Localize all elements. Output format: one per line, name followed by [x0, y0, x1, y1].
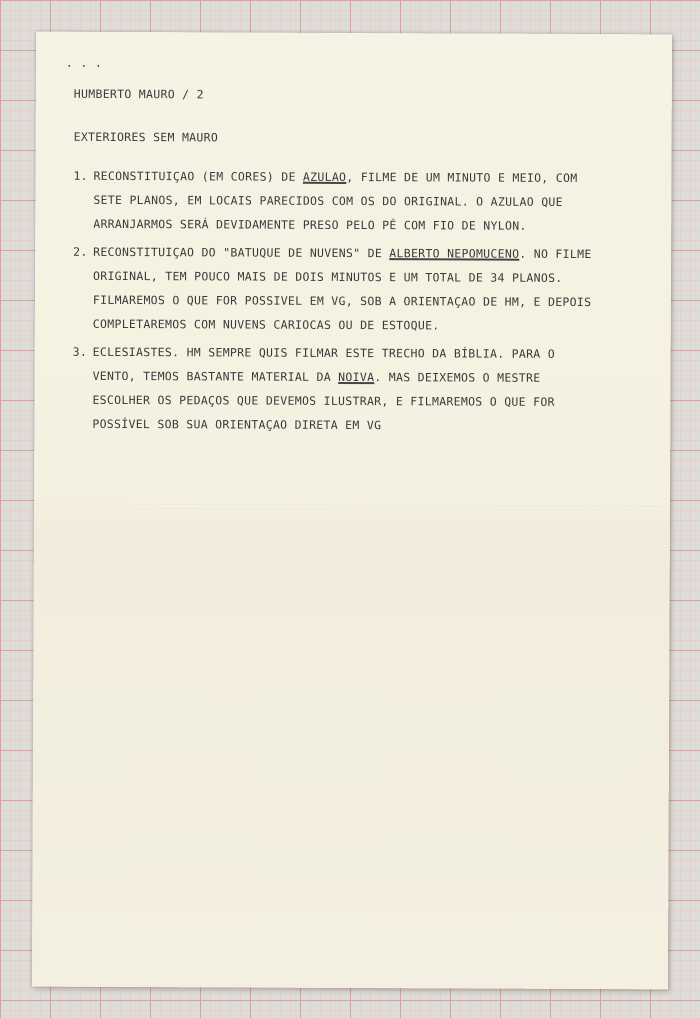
text-line: COMPLETAREMOS COM NUVENS CARIOCAS OU DE ESTOQUE.: [92, 316, 440, 333]
item-body: [93, 240, 653, 338]
paper-fold: [34, 504, 670, 509]
text-line: ECLESIASTES. HM SEMPRE QUIS FILMAR ESTE TRECHO DA BÍBLIA. PARA O: [92, 344, 556, 361]
item-body: [93, 164, 653, 238]
page-header: HUMBERTO MAURO / 2: [73, 86, 204, 102]
paper-sheet: [32, 32, 672, 990]
text-line: RECONSTITUIÇAO (EM CORES) DE AZULAO, FILME DE UM MINUTO E MEIO, COM: [93, 168, 578, 185]
text-line: FILMAREMOS O QUE FOR POSSIVEL EM VG, SOB A ORIENTAÇAO DE HM, E DEPOIS: [92, 292, 592, 310]
list-item: [72, 340, 652, 439]
item-number: 2.: [73, 244, 88, 259]
text-line: ARRANJARMOS SERÁ DEVIDAMENTE PRESO PELO PÉ COM FIO DE NYLON.: [93, 216, 527, 233]
text-line: ESCOLHER OS PEDAÇOS QUE DEVEMOS ILUSTRAR, E FILMAREMOS O QUE FOR: [92, 392, 555, 409]
text-line: SETE PLANOS, EM LOCAIS PARECIDOS COM OS DO ORIGINAL. O AZULAO QUE: [93, 192, 563, 209]
item-number: 1.: [73, 168, 88, 183]
list-item: [73, 240, 653, 339]
section-title: EXTERIORES SEM MAURO: [73, 129, 219, 145]
text-line: ORIGINAL, TEM POUCO MAIS DE DOIS MINUTOS E UM TOTAL DE 34 PLANOS.: [92, 268, 563, 285]
text-line: RECONSTITUIÇAO DO "BATUQUE DE NUVENS" DE ALBERTO NEPOMUCENO. NO FILME: [93, 244, 592, 262]
underlined-title: NOIVA: [338, 369, 375, 385]
top-marks: . . .: [65, 55, 103, 70]
text-line: VENTO, TEMOS BASTANTE MATERIAL DA NOIVA. MAS DEIXEMOS O MESTRE: [92, 368, 541, 385]
item-list: [72, 164, 653, 443]
item-body: [92, 340, 652, 438]
item-number: 3.: [72, 344, 88, 359]
list-item: [73, 164, 653, 239]
text-line: POSSÍVEL SOB SUA ORIENTAÇAO DIRETA EM VG: [92, 416, 382, 433]
underlined-name: ALBERTO NEPOMUCENO: [389, 246, 520, 261]
underlined-title: AZULAO: [302, 169, 347, 184]
